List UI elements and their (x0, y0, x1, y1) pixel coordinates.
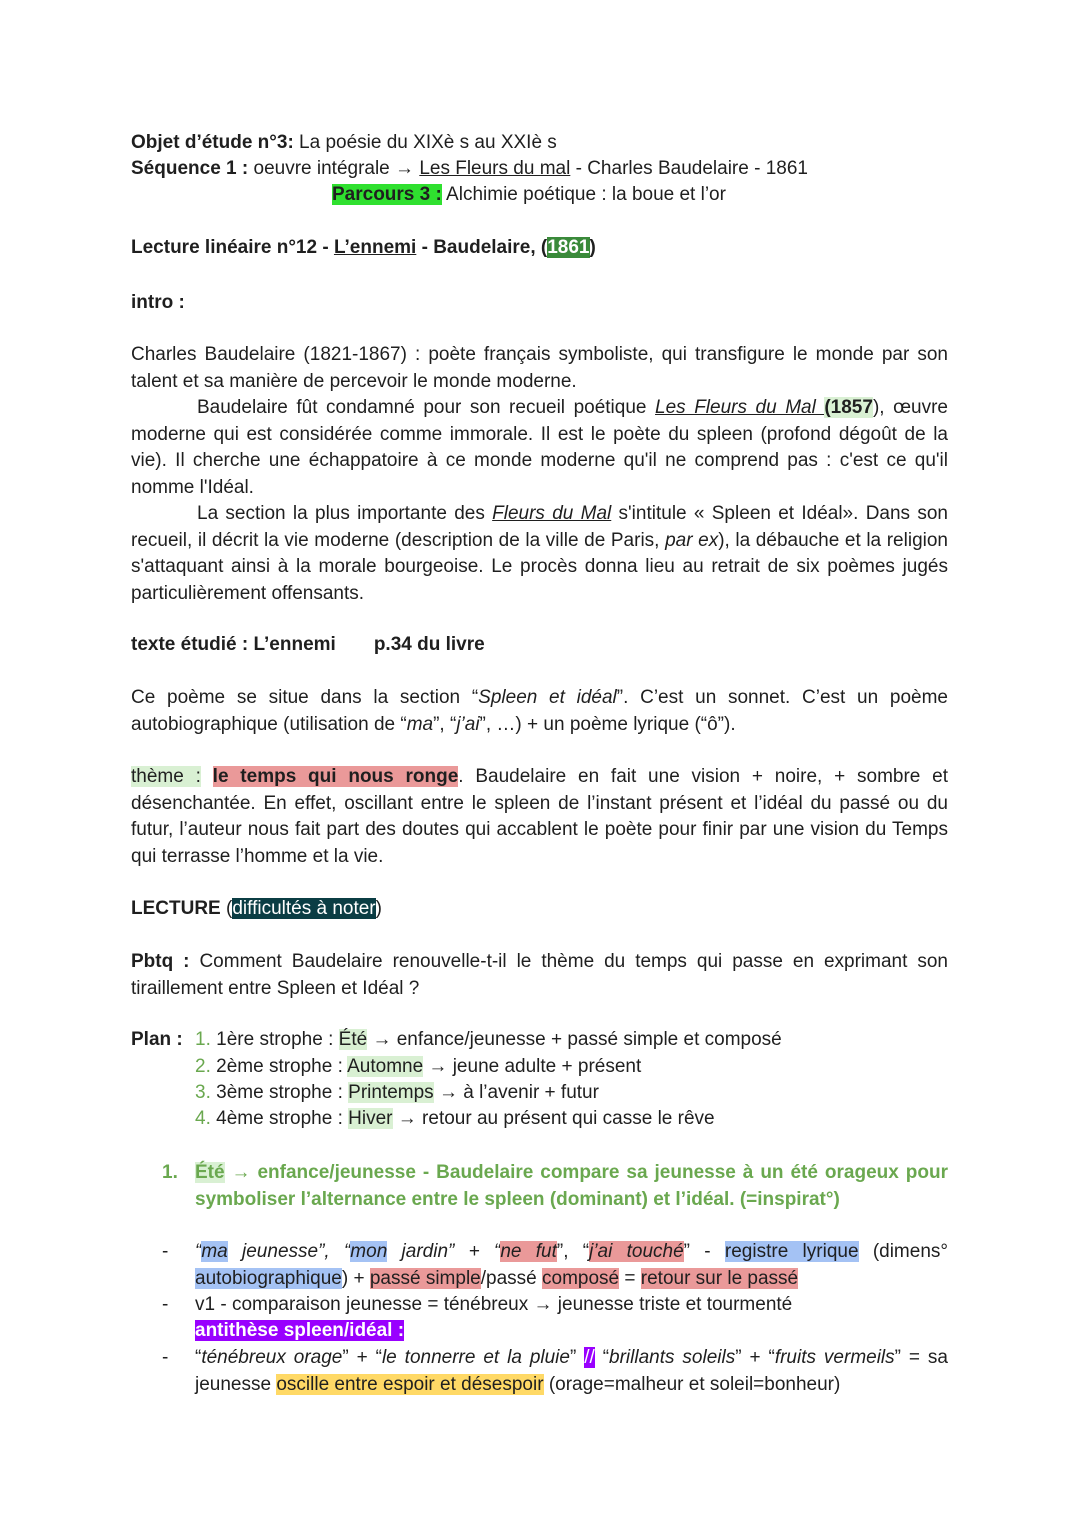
intro-p3-text: La section la plus importante des (197, 503, 493, 524)
bullet-1 (195, 1239, 948, 1292)
plan-strophe: 3ème strophe : (210, 1082, 349, 1103)
intro-p2-title: Les Fleurs du Mal (655, 397, 825, 418)
lecture-title-author: - Baudelaire, ( (416, 237, 548, 258)
b3-a: “ (195, 1347, 202, 1368)
plan-season: Automne (347, 1056, 424, 1077)
texte-label: texte étudié : L’ennemi (131, 634, 336, 655)
intro-p1-text: Charles Baudelaire (1821-1867) : poète français symboliste, qui transfigure le monde par son talent et sa manière de percevoir le monde moderne. (131, 344, 948, 392)
sequence-line (131, 156, 808, 183)
b3-t1: ténébreux orage (201, 1347, 343, 1368)
texte-p-a: Ce poème se situe dans la section “ (131, 687, 479, 708)
b1-q1-open: “ (195, 1241, 202, 1262)
theme-label: thème : (131, 766, 201, 787)
plan-num: 1. (195, 1029, 211, 1050)
intro-p2-text: Baudelaire fût condamné pour son recueil poétique (197, 397, 656, 418)
plan-num: 4. (195, 1108, 211, 1129)
b1-q4-rest: ” - (683, 1241, 725, 1262)
plan-num: 3. (195, 1082, 211, 1103)
bullet-1-mark: - (162, 1241, 169, 1262)
intro-p3-rest: ), la débauche et la religion s'attaquant ainsi à la morale bourgeoise. Le procès donna lieu au retrait de six poèmes jugés particulièrement offensants. (131, 529, 948, 604)
plan-desc: → enfance/jeunesse + passé simple et composé (367, 1029, 782, 1050)
lecture-section-label: LECTURE (131, 898, 221, 919)
plan-desc: → à l’avenir + futur (433, 1082, 599, 1103)
texte-paragraph (131, 685, 948, 738)
plan-desc: → retour au présent qui casse le rêve (392, 1108, 715, 1129)
sequence-author: - Charles Baudelaire - 1861 (570, 158, 808, 179)
intro-paragraph-2 (131, 395, 948, 501)
b1-q1-rest: jeunesse”, “ (227, 1241, 351, 1262)
b1-compose: composé (542, 1267, 620, 1289)
b1-retour: retour sur le passé (640, 1267, 799, 1289)
b1-autobio: autobiographique (195, 1267, 342, 1289)
plan-item-1 (195, 1027, 782, 1054)
texte-p-d: ”, …) + un poème lyrique (“ô”). (479, 713, 736, 735)
theme-paragraph (131, 764, 948, 870)
plan-label (131, 1027, 183, 1054)
b3-f: ” = sa jeunesse (195, 1347, 948, 1395)
lecture-title-close: ) (589, 237, 596, 258)
plan-num: 2. (195, 1056, 211, 1077)
intro-p3-mid: s'intitule « Spleen et Idéal». Dans son recueil, il décrit la vie moderne (description de la ville de Paris, (131, 503, 948, 551)
b3-b: ” + “ (342, 1347, 382, 1368)
lecture-open: ( (220, 898, 233, 919)
plan-strophe: 1ère strophe : (210, 1029, 339, 1050)
intro-p2-rest: ), œuvre moderne qui est considérée comme immorale. Il est le poète du spleen (profond dégoût de la vie). Il cherche une échappatoire à ce monde moderne qu'il ne comprend pas : c'est ce qu'il nomme l'Idéal. (131, 397, 948, 498)
intro-paragraph-3 (131, 501, 948, 607)
plan-desc: → jeune adulte + présent (423, 1056, 642, 1077)
b3-g: (orage=malheur et soleil=bonheur) (543, 1373, 841, 1395)
pbtq-text: Comment Baudelaire renouvelle-t-il le thème du temps qui passe en exprimant son tiraillement entre Spleen et Idéal ? (131, 951, 948, 999)
b1-mon: mon (350, 1241, 388, 1262)
b1-ma: ma (201, 1241, 228, 1262)
plan-item-2 (195, 1054, 641, 1081)
bullet-3 (195, 1345, 948, 1398)
plan-item-3 (195, 1080, 599, 1107)
texte-p-b: ”. C’est un sonnet. C’est un poème autobiographique (utilisation de “ (131, 687, 948, 735)
b1-eq: = (619, 1267, 641, 1289)
parcours-line (332, 182, 726, 209)
texte-p-jai: j’ai (456, 713, 480, 735)
intro-paragraph-1 (131, 342, 948, 395)
plan-season: Hiver (348, 1108, 393, 1129)
lecture-title (131, 235, 596, 262)
b1-slash: /passé (480, 1267, 542, 1289)
b1-q2-rest: jardin” + “ (387, 1241, 501, 1262)
intro-p2-year: (1857 (824, 397, 873, 418)
part1-heading-text: → enfance/jeunesse - Baudelaire compare sa jeunesse à un été orageux pour symboliser l’alternance entre le spleen (dominant) et l’idéal. (=inspirat°) (195, 1162, 948, 1210)
b1-passe-simple: passé simple (369, 1267, 481, 1289)
b1-jaitouche: j’ai touché (589, 1241, 684, 1262)
bullet-2-antithese (195, 1318, 404, 1345)
b2-antithese: antithèse spleen/idéal : (195, 1320, 405, 1341)
b1-nefut: ne fut (500, 1241, 557, 1262)
b3-t3: brillants soleils (609, 1347, 736, 1368)
plan-label-text: Plan : (131, 1029, 183, 1050)
texte-p-ma: ma (406, 713, 434, 735)
lecture-section (131, 896, 382, 923)
b3-c: ” (569, 1347, 585, 1368)
plan-strophe: 2ème strophe : (210, 1056, 348, 1077)
lecture-poem-title: L’ennemi (333, 237, 417, 258)
theme-highlight: le temps qui nous ronge (212, 766, 459, 787)
plan-season: Été (338, 1029, 368, 1050)
b3-oscille: oscille entre espoir et désespoir (276, 1373, 544, 1395)
texte-page: p.34 du livre (373, 634, 485, 655)
intro-label-text: intro : (131, 292, 185, 313)
lecture-title-prefix: Lecture linéaire n°12 - (131, 237, 334, 258)
b3-t2: le tonnerre et la pluie (381, 1347, 570, 1368)
sequence-label: Séquence 1 : (131, 158, 249, 179)
bullet-2-mark: - (162, 1294, 169, 1315)
texte-p-c: ”, “ (433, 713, 457, 735)
plan-season: Printemps (348, 1082, 434, 1103)
lecture-year: 1861 (547, 237, 590, 258)
b1-plus: ) + (341, 1267, 370, 1289)
b3-sep: // (584, 1347, 595, 1368)
objet-label: Objet d’étude n°3: (131, 132, 294, 153)
part1-season: Été (195, 1162, 225, 1183)
b3-t4: fruits vermeils (774, 1347, 895, 1368)
intro-label (131, 290, 185, 317)
b2-text: v1 - comparaison jeunesse = ténébreux → jeunesse triste et tourmenté (195, 1294, 793, 1315)
b3-d: “ (594, 1347, 610, 1368)
lecture-close: ) (375, 898, 382, 919)
objet-text: La poésie du XIXè s au XXIè s (293, 132, 557, 153)
texte-p-section: Spleen et idéal (478, 687, 617, 708)
sequence-text: oeuvre intégrale → (248, 158, 420, 179)
intro-p3-parex: par ex (665, 529, 719, 551)
plan-strophe: 4ème strophe : (210, 1108, 349, 1129)
b3-e: ” + “ (735, 1347, 775, 1368)
lecture-note: difficultés à noter (232, 898, 376, 919)
intro-p3-title: Fleurs du Mal (492, 503, 612, 524)
bullet-2 (195, 1292, 792, 1319)
b1-registre: registre lyrique (724, 1241, 859, 1262)
theme-text: . Baudelaire en fait une vision + noire, + sombre et désenchantée. En effet, oscillant entre le spleen de l’instant présent et l’idéal du passé ou du futur, l’auteur nous fait part des doutes qui accablent le poète pour finir par une vision du Temps qui terrasse l’homme et la vie. (131, 766, 948, 867)
b1-dimens: (dimens° (858, 1241, 948, 1262)
bullet-3-mark: - (162, 1347, 169, 1368)
part1-heading (195, 1160, 948, 1213)
sequence-title: Les Fleurs du mal (419, 158, 571, 179)
pbtq-label: Pbtq : (131, 951, 190, 972)
texte-etudie-line (131, 632, 485, 659)
pbtq-paragraph (131, 949, 948, 1002)
parcours-text: Alchimie poétique : la boue et l’or (441, 184, 726, 205)
part1-number: 1. (162, 1162, 178, 1183)
parcours-label: Parcours 3 : (332, 184, 442, 205)
objet-line (131, 130, 557, 157)
plan-item-4 (195, 1106, 715, 1133)
b1-q3-rest: ”, “ (556, 1241, 590, 1262)
